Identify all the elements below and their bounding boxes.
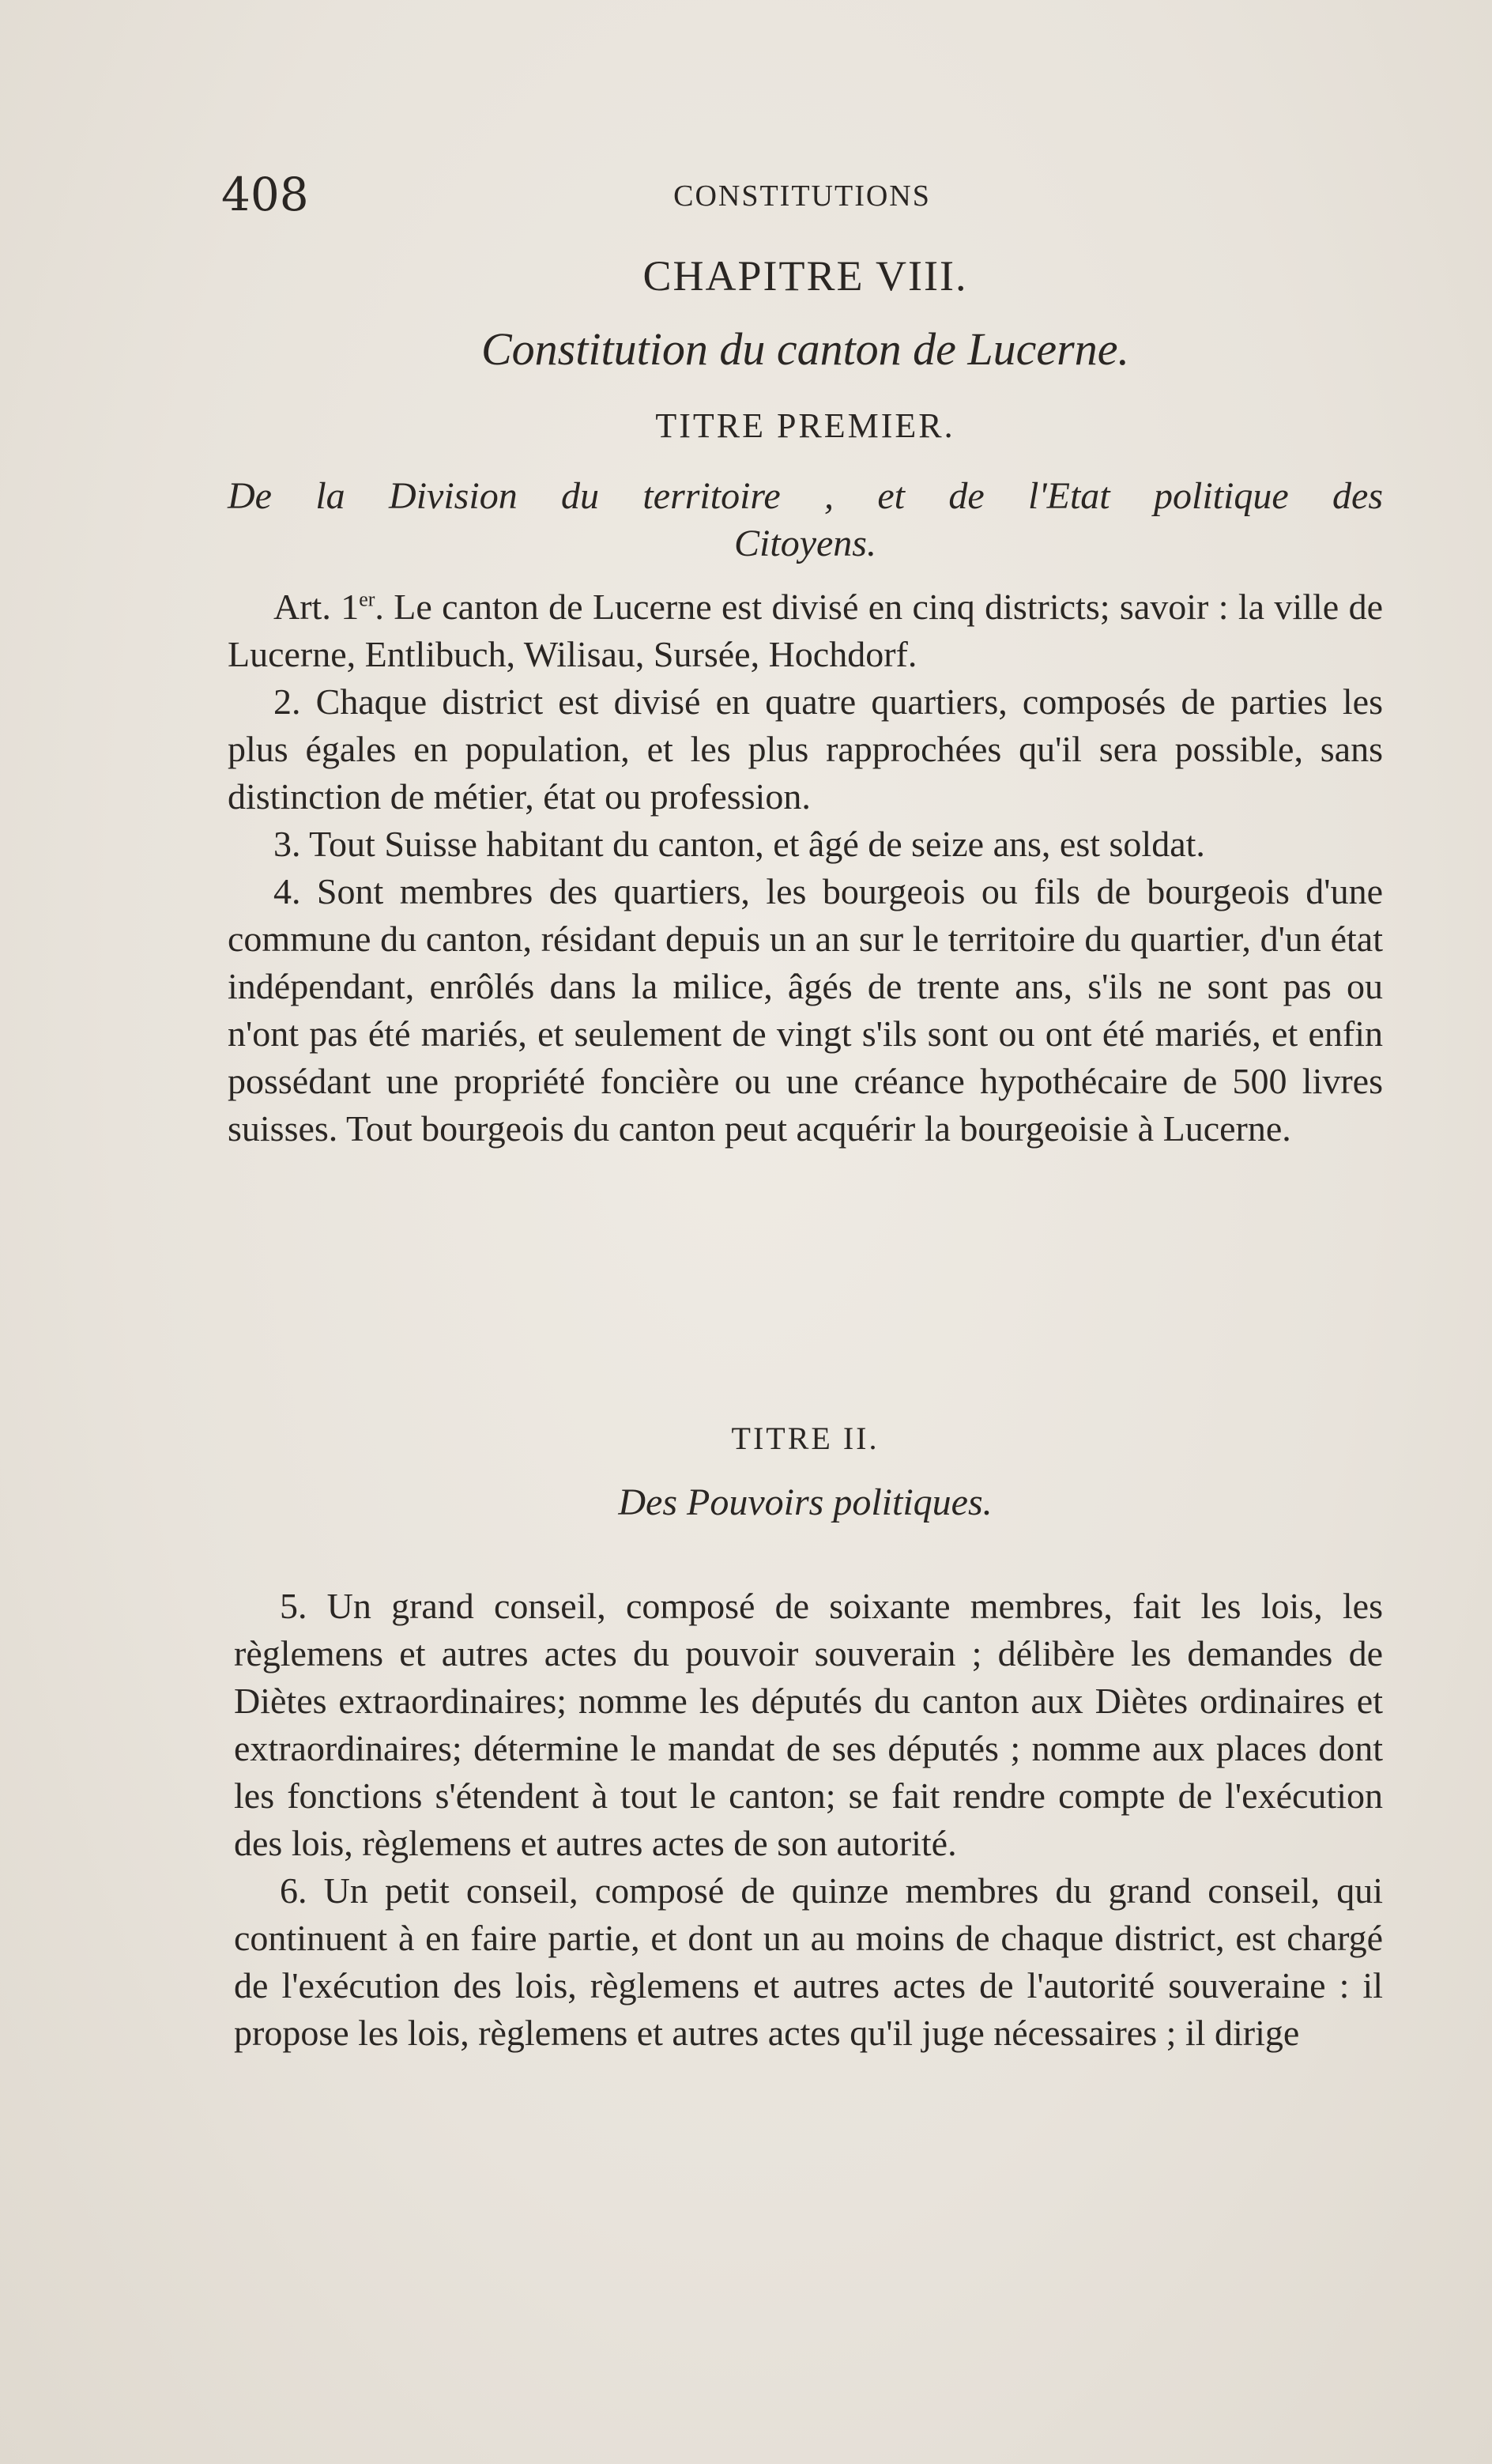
titre-premier-subtitle (228, 473, 1383, 568)
titre-deux-subtitle: Des Pouvoirs politiques. (618, 1481, 993, 1523)
article-text: 6. Un petit conseil, composé de quinze membres du grand conseil, qui continuent à en faire partie, et dont un au moins de chaque district, est chargé de l'exécution des lois, règlemens et autres actes de l'autorité souveraine : il propose les lois, règlemens et autres actes qu'il juge nécessaires ; il dirige (234, 1870, 1383, 2053)
articles-section-1 (228, 583, 1383, 1153)
chapter-title: CHAPITRE VIII. (642, 252, 968, 300)
article-paragraph (228, 678, 1383, 821)
running-head: CONSTITUTIONS (673, 179, 931, 213)
titre-deux-heading: TITRE II. (731, 1421, 880, 1456)
article-paragraph (228, 868, 1383, 1153)
article-text: 3. Tout Suisse habitant du canton, et âgé de seize ans, est soldat. (273, 824, 1205, 864)
page-header (221, 168, 1383, 223)
titre-premier-subtitle-line1: De la Division du territoire , et de l'Etat politique des (228, 475, 1383, 517)
article-text: . Le canton de Lucerne est divisé en cinq districts; savoir : la ville de Lucerne, Entlibuch, Wilisau, Sursée, Hochdorf. (228, 587, 1383, 674)
constitution-title: Constitution du canton de Lucerne. (481, 323, 1129, 375)
article-prefix: Art. 1 (273, 587, 360, 627)
article-paragraph (228, 821, 1383, 868)
article-text: 4. Sont membres des quartiers, les bourgeois ou fils de bourgeois d'une commune du canton, résidant depuis un an sur le territoire du quartier, d'un état indépendant, enrôlés dans la milice, âgés de trente ans, s'ils ne sont pas ou n'ont pas été mariés, et seulement de vingt s'ils sont ou ont été mariés, et enfin possédant une propriété foncière ou une créance hypothécaire de 500 livres suisses. Tout bourgeois du canton peut acquérir la bourgeoisie à Lucerne. (228, 871, 1383, 1149)
titre-premier-heading: TITRE PREMIER. (655, 406, 955, 445)
article-ordinal-sup: er (359, 587, 375, 611)
page-number: 408 (221, 168, 309, 221)
article-paragraph (234, 1583, 1383, 1867)
article-paragraph (234, 1867, 1383, 2057)
titre-premier-subtitle-line2: Citoyens. (734, 523, 876, 564)
articles-section-2 (234, 1583, 1383, 2057)
article-text: 5. Un grand conseil, composé de soixante membres, fait les lois, les règlemens et autres actes du pouvoir souverain ; délibère les demandes de Diètes extraordinaires; nomme les députés du canton aux Diètes ordinaires et extraordinaires; détermine le mandat de ses députés ; nomme aux places dont les fonctions s'étendent à tout le canton; se fait rendre compte de l'exécution des lois, règlemens et autres actes de son autorité. (234, 1586, 1383, 1863)
article-text: 2. Chaque district est divisé en quatre quartiers, composés de parties les plus égales en population, et les plus rapprochées qu'il sera possible, sans distinction de métier, état ou profession. (228, 681, 1383, 817)
article-paragraph (228, 583, 1383, 678)
